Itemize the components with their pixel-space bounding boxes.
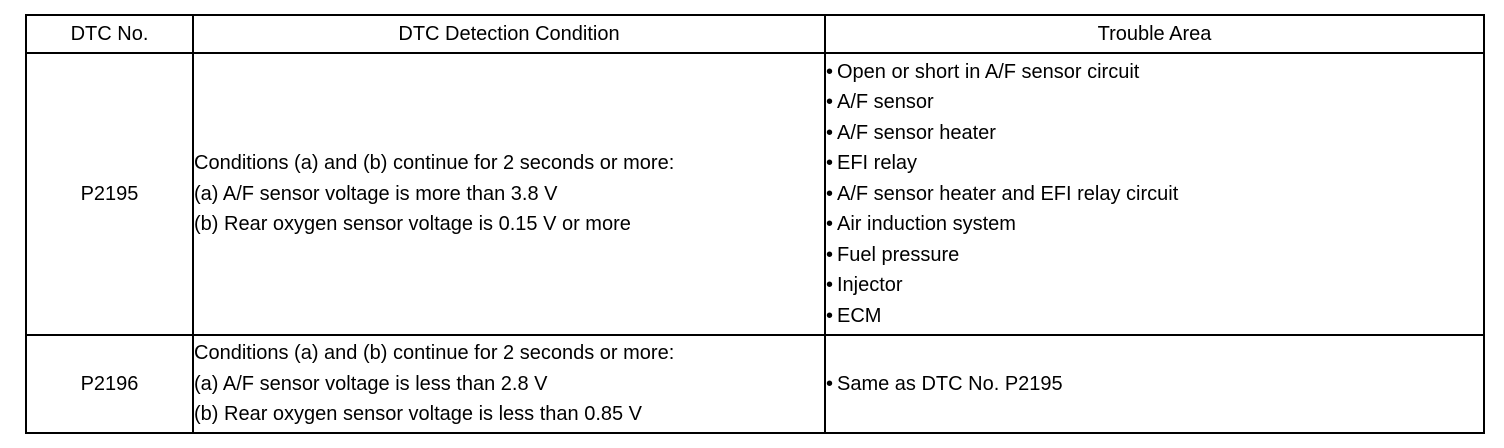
bullet-icon: •: [826, 152, 834, 175]
trouble-area-text: Injector: [837, 274, 903, 297]
trouble-area-text: EFI relay: [837, 152, 918, 175]
trouble-area-text: ECM: [837, 304, 882, 327]
trouble-area-text: A/F sensor: [837, 91, 934, 114]
trouble-area: [825, 335, 1484, 433]
header-row: [26, 15, 1484, 53]
trouble-area-item: [826, 148, 1483, 179]
trouble-area-item: [826, 301, 1483, 332]
dtc-code: P2195: [26, 53, 193, 335]
trouble-area-item: [826, 209, 1483, 240]
condition-line: Conditions (a) and (b) continue for 2 seconds or more:: [194, 342, 675, 365]
trouble-area-text: A/F sensor heater and EFI relay circuit: [837, 182, 1179, 205]
trouble-area-text: A/F sensor heater: [837, 121, 996, 144]
condition-line: (a) A/F sensor voltage is more than 3.8 V: [194, 182, 558, 205]
condition-line: (b) Rear oxygen sensor voltage is less than 0.85 V: [194, 403, 643, 426]
bullet-icon: •: [826, 304, 834, 327]
bullet-icon: •: [826, 60, 834, 83]
trouble-area-text: Air induction system: [837, 213, 1016, 236]
condition-line: Conditions (a) and (b) continue for 2 seconds or more:: [194, 152, 675, 175]
header-detection-condition: DTC Detection Condition: [193, 15, 825, 53]
bullet-icon: •: [826, 213, 834, 236]
header-trouble-area: Trouble Area: [825, 15, 1484, 53]
trouble-area-text: Open or short in A/F sensor circuit: [837, 60, 1140, 83]
trouble-area-text: Same as DTC No. P2195: [837, 372, 1063, 395]
trouble-area-item: [826, 87, 1483, 118]
condition-line: (a) A/F sensor voltage is less than 2.8 V: [194, 372, 548, 395]
trouble-area-item: [826, 179, 1483, 210]
detection-condition: [193, 335, 825, 433]
dtc-table: [25, 14, 1485, 434]
bullet-icon: •: [826, 372, 834, 395]
bullet-icon: •: [826, 121, 834, 144]
bullet-icon: •: [826, 182, 834, 205]
trouble-area-item: [826, 270, 1483, 301]
bullet-icon: •: [826, 91, 834, 114]
table-row: [26, 53, 1484, 335]
table-row: [26, 335, 1484, 433]
header-dtc-no: DTC No.: [26, 15, 193, 53]
trouble-area-item: [826, 57, 1483, 88]
trouble-area-text: Fuel pressure: [837, 243, 960, 266]
condition-line: (b) Rear oxygen sensor voltage is 0.15 V or more: [194, 213, 631, 236]
trouble-area-item: [826, 240, 1483, 271]
bullet-icon: •: [826, 243, 834, 266]
dtc-code: P2196: [26, 335, 193, 433]
trouble-area-item: [826, 118, 1483, 149]
detection-condition: [193, 53, 825, 335]
trouble-area: [825, 53, 1484, 335]
trouble-area-item: [826, 369, 1483, 400]
bullet-icon: •: [826, 274, 834, 297]
